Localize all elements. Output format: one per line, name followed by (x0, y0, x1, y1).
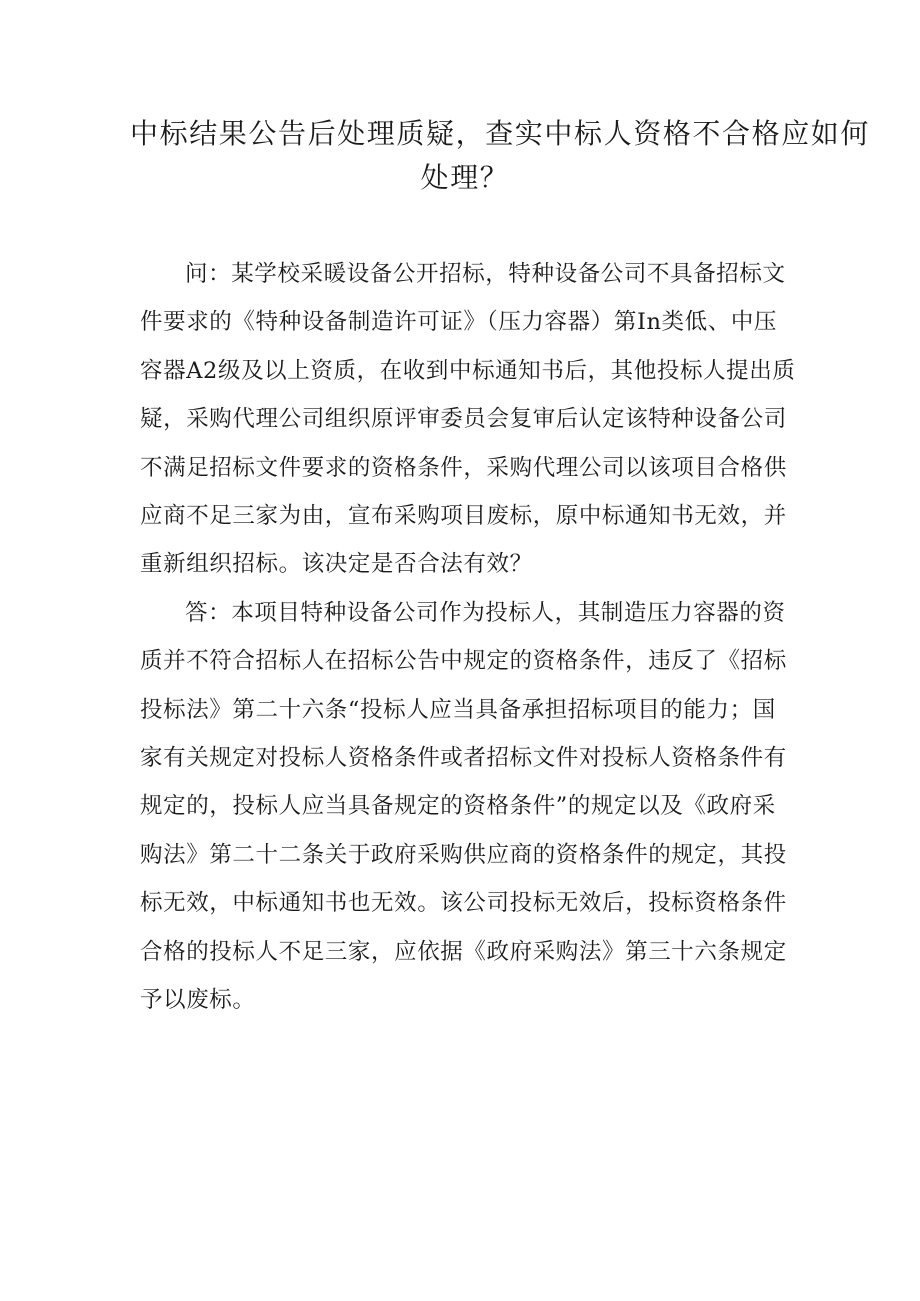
answer-line: 质并不符合招标人在招标公告中规定的资格条件，违反了《招标 (140, 648, 787, 675)
answer-line: 规定的，投标人应当具备规定的资格条件”的规定以及《政府采 (140, 793, 776, 820)
answer-line: 家有关规定对投标人资格条件或者招标文件对投标人资格条件有 (140, 745, 787, 772)
document-title (130, 112, 871, 200)
answer-line: 标无效，中标通知书也无效。该公司投标无效后，投标资格条件 (140, 890, 787, 917)
question-line: 应商不足三家为由，宣布采购项目废标，原中标通知书无效，并 (140, 503, 787, 530)
answer-line: 合格的投标人不足三家，应依据《政府采购法》第三十六条规定 (140, 938, 787, 965)
answer-paragraph (140, 589, 800, 1025)
question-line: 不满足招标文件要求的资格条件，采购代理公司以该项目合格供 (140, 454, 787, 481)
question-line: 疑，采购代理公司组织原评审委员会复审后认定该特种设备公司 (140, 406, 787, 433)
question-line: 容器A2级及以上资质，在收到中标通知书后，其他投标人提出质 (140, 357, 796, 384)
answer-line: 购法》第二十二条关于政府采购供应商的资格条件的规定，其投 (140, 841, 787, 868)
title-line: 处理？ (420, 161, 510, 194)
title-line: 中标结果公告后处理质疑，查实中标人资格不合格应如何 (130, 117, 871, 150)
answer-line: 投标法》第二十六条“投标人应当具备承担招标项目的能力；国 (140, 696, 776, 723)
question-line: 重新组织招标。该决定是否合法有效？ (140, 551, 533, 578)
answer-line: 答：本项目特种设备公司作为投标人，其制造压力容器的资 (185, 599, 786, 626)
question-paragraph (140, 250, 800, 589)
answer-line: 予以废标。 (140, 987, 256, 1014)
document-body (140, 250, 800, 1025)
question-line: 件要求的《特种设备制造许可证》（压力容器）第In类低、中压 (140, 309, 778, 336)
question-line: 问：某学校采暖设备公开招标，特种设备公司不具备招标文 (185, 261, 786, 287)
